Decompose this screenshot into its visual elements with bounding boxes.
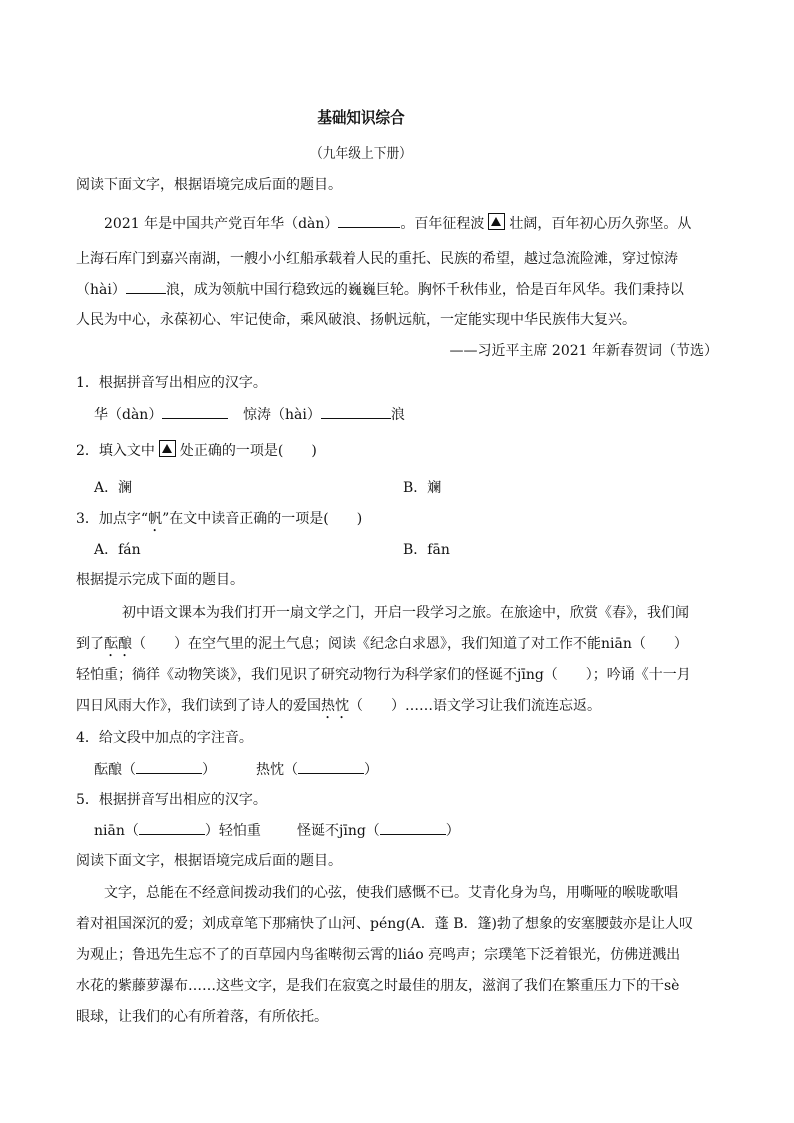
- answer-blank[interactable]: [136, 759, 202, 774]
- section3-passage-line5: 眼球，让我们的心有所着落，有所依托。: [76, 1009, 328, 1025]
- answer-blank[interactable]: [162, 404, 228, 419]
- question-1-item-b: [243, 404, 405, 425]
- question-2-option-b[interactable]: B．斓: [403, 480, 442, 496]
- question-5-item-b: [297, 820, 460, 841]
- section3-intro: 阅读下面文字，根据语境完成后面的题目。: [76, 853, 342, 869]
- section2-passage-line3: 轻怕重；徜徉《动物笑谈》，我们见识了研究动物行为科学家们的怪诞不jīng（ ）；吟诵《十一月: [76, 667, 691, 683]
- stem-text: 2．填入文中: [76, 443, 155, 459]
- item-label: 华（dàn）: [94, 407, 163, 423]
- section1-passage-line4: 人民为中心，永葆初心、牢记使命，乘风破浪、扬帆远航，一定能实现中华民族伟大复兴。: [76, 312, 636, 328]
- passage-text: 四日风雨大作》，我们读到了诗人的爱国: [76, 698, 321, 714]
- item-tail: ）: [202, 762, 216, 778]
- question-2-stem: [76, 440, 317, 461]
- page-subtitle: （九年级上下册）: [310, 146, 412, 162]
- section3-passage-line1: 文字，总能在不经意间拨动我们的心弦，使我们感慨不已。艾青化身为鸟，用嘶哑的喉咙歌唱: [104, 885, 678, 901]
- question-4-stem: 4．给文段中加点的字注音。: [76, 730, 253, 746]
- passage-text: 到了: [76, 636, 104, 652]
- section1-passage-line2: 上海石库门到嘉兴南湖，一艘小小红船承载着人民的重托、民族的希望，越过急流险滩，穿过惊涛: [76, 251, 678, 267]
- passage-text: （ ）在空气里的泥土气息；阅读《纪念白求恩》，我们知道了对工作不能niān（ ）: [132, 636, 688, 652]
- question-3-stem: [76, 509, 362, 535]
- answer-blank[interactable]: [298, 759, 364, 774]
- item-label: 怪诞不jīng（: [297, 823, 380, 839]
- section1-intro: 阅读下面文字，根据语境完成后面的题目。: [76, 177, 342, 193]
- answer-blank: [338, 213, 400, 228]
- passage-text: 浪，成为领航中国行稳致远的巍巍巨轮。胸怀千秋伟业，恰是百年风华。我们秉持以: [165, 282, 684, 298]
- section2-passage-line1: 初中语文课本为我们打开一扇文学之门，开启一段学习之旅。在旅途中，欣赏《春》，我们闻: [122, 605, 689, 621]
- section2-passage-line2: [76, 634, 688, 660]
- dotted-word: 热忱: [321, 698, 349, 714]
- question-3-option-b[interactable]: B．fān: [403, 542, 450, 558]
- item-label: 惊涛（hài）: [243, 407, 321, 423]
- stem-text: ”在文中读音正确的一项是( ): [162, 511, 363, 527]
- dotted-char: 帆: [148, 511, 163, 527]
- stem-text: 3．加点字“: [76, 511, 149, 527]
- dotted-word: 酝酿: [104, 636, 132, 652]
- answer-blank[interactable]: [139, 820, 205, 835]
- item-tail: ）轻怕重: [204, 823, 261, 839]
- section1-passage-line3: [76, 279, 684, 300]
- item-label: 热忱（: [256, 762, 298, 778]
- passage-text: 2021 年是中国共产党百年华（dàn）: [104, 216, 339, 232]
- passage-source-text: ——习近平主席 2021 年新春贺词（节选）: [449, 343, 718, 359]
- answer-blank[interactable]: [380, 820, 446, 835]
- item-label: 酝酿（: [94, 762, 136, 778]
- question-1-item-a: [94, 404, 228, 425]
- triangle-placeholder-icon: [488, 213, 505, 230]
- passage-text: 壮阔，百年初心历久弥坚。从: [509, 216, 692, 232]
- question-3-option-a[interactable]: A．fán: [94, 542, 141, 558]
- item-tail: ）: [364, 762, 378, 778]
- question-4-item-b: [256, 759, 378, 780]
- item-tail: ）: [445, 823, 460, 839]
- section2-intro: 根据提示完成下面的题目。: [76, 572, 244, 588]
- question-4-item-a: [94, 759, 216, 780]
- question-2-option-a[interactable]: A．澜: [94, 480, 133, 496]
- triangle-placeholder-icon: [159, 440, 176, 457]
- item-tail: 浪: [390, 407, 405, 423]
- section1-passage-line1: [104, 213, 691, 234]
- question-5-item-a: [94, 820, 261, 841]
- section2-passage-line4: [76, 696, 601, 722]
- question-1-stem: 1．根据拼音写出相应的汉字。: [76, 375, 267, 391]
- passage-text: 。百年征程波: [400, 216, 485, 232]
- section3-passage-line2: 着对祖国深沉的爱；刘成章笔下那痛快了山河、péng(A．蓬 B．篷)勃了想象的安塞腰鼓亦是让人叹: [76, 916, 693, 932]
- item-label: niān（: [94, 823, 139, 839]
- answer-blank: [126, 279, 166, 294]
- passage-text: （ ）……语文学习让我们流连忘返。: [349, 698, 601, 714]
- section3-passage-line4: 水花的紫藤萝瀑布……这些文字，是我们在寂寞之时最佳的朋友，滋润了我们在繁重压力下的干sè: [76, 978, 680, 994]
- answer-blank[interactable]: [321, 404, 391, 419]
- question-5-stem: 5．根据拼音写出相应的汉字。: [76, 792, 267, 808]
- section3-passage-line3: 为观止；鲁迅先生忘不了的百草园内鸟雀啭彻云霄的liáo 亮鸣声；宗璞笔下泛着银光，仿佛迸溅出: [76, 947, 681, 963]
- passage-text: （hài）: [76, 282, 126, 298]
- stem-text: 处正确的一项是( ): [179, 443, 317, 459]
- page-title: 基础知识综合: [317, 108, 405, 127]
- passage-source: [440, 341, 718, 361]
